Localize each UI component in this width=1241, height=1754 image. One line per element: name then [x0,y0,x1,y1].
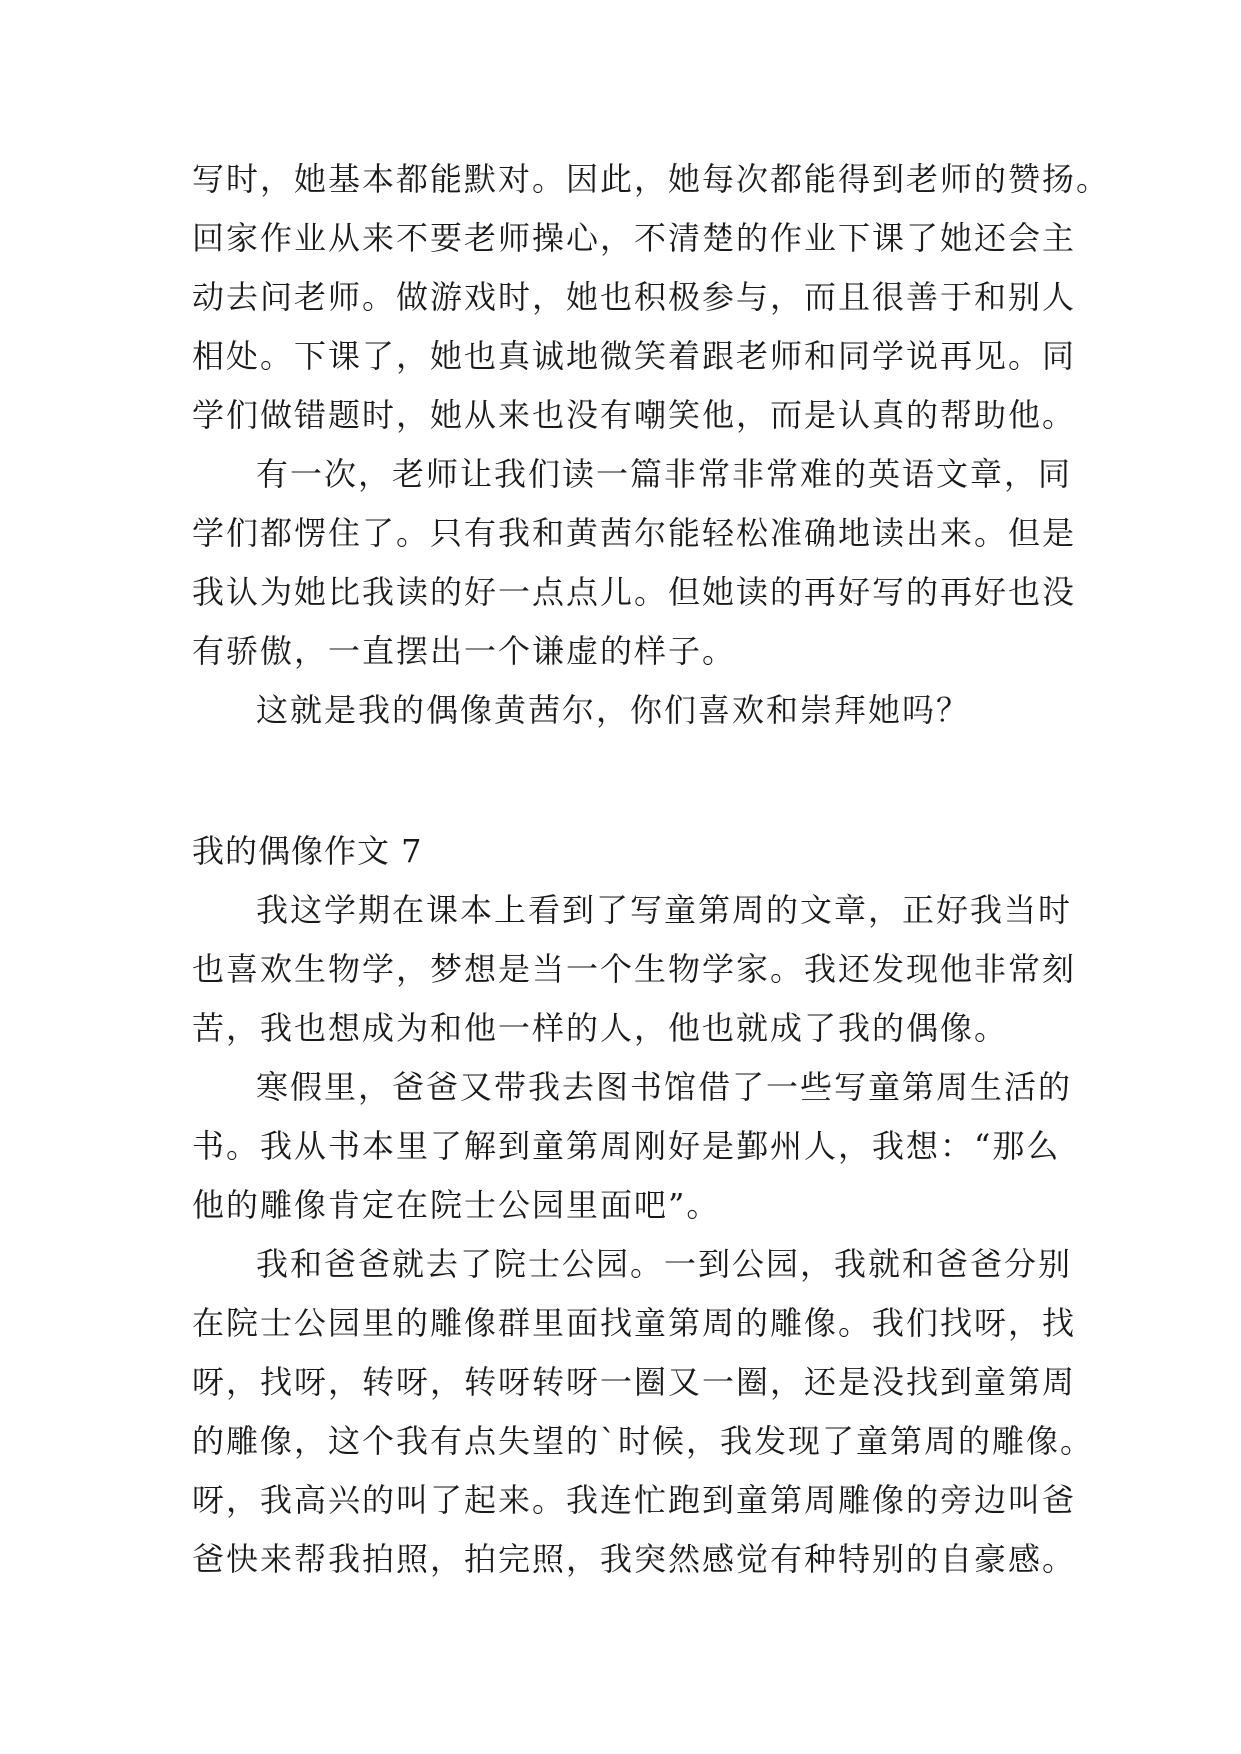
section-title: 我的偶像作文 7 [192,832,423,870]
text-line: 学们做错题时，她从来也没有嘲笑他，而是认真的帮助他。 [192,396,1077,434]
text-line: 我这学期在课本上看到了写童第周的文章，正好我当时 [256,891,1073,929]
text-line: 这就是我的偶像黄茜尔，你们喜欢和崇拜她吗？ [256,691,971,729]
text-line: 苦，我也想成为和他一样的人，他也就成了我的偶像。 [192,1009,1009,1047]
text-line: 相处。下课了，她也真诚地微笑着跟老师和同学说再见。同 [192,337,1077,375]
text-line: 我认为她比我读的好一点点儿。但她读的再好写的再好也没 [192,573,1077,611]
text-line: 的雕像，这个我有点失望的`时候，我发现了童第周的雕像。 [192,1422,1095,1460]
paragraph-continued [192,150,1111,445]
section-gap [192,740,1072,822]
text-line: 动去问老师。做游戏时，她也积极参与，而且很善于和别人 [192,278,1077,316]
text-line: 有一次，老师让我们读一篇非常非常难的英语文章，同 [256,455,1073,493]
paragraph [192,1235,1095,1589]
paragraph [192,1058,1072,1235]
paragraph [192,681,1072,740]
text-line: 呀，我高兴的叫了起来。我连忙跑到童第周雕像的旁边叫爸 [192,1481,1077,1519]
paragraph [192,881,1077,1058]
text-line: 我和爸爸就去了院士公园。一到公园，我就和爸爸分别 [256,1245,1073,1283]
text-line: 写时，她基本都能默对。因此，她每次都能得到老师的赞扬。 [192,160,1111,198]
text-line: 他的雕像肯定在院士公园里面吧”。 [192,1186,721,1224]
text-line: 在院士公园里的雕像群里面找童第周的雕像。我们找呀，找 [192,1304,1077,1342]
text-line: 书。我从书本里了解到童第周刚好是鄞州人，我想：“那么 [192,1127,1061,1165]
text-line: 寒假里，爸爸又带我去图书馆借了一些写童第周生活的 [256,1068,1073,1106]
text-line: 呀，找呀，转呀，转呀转呀一圈又一圈，还是没找到童第周 [192,1363,1077,1401]
text-line: 也喜欢生物学，梦想是当一个生物学家。我还发现他非常刻 [192,950,1077,988]
text-line: 有骄傲，一直摆出一个谦虚的样子。 [192,632,737,670]
text-line: 学们都愣住了。只有我和黄茜尔能轻松准确地读出来。但是 [192,514,1077,552]
text-line: 回家作业从来不要老师操心，不清楚的作业下课了她还会主 [192,219,1077,257]
paragraph [192,445,1077,681]
document-page [192,150,1111,1589]
text-line: 爸快来帮我拍照，拍完照，我突然感觉有种特别的自豪感。 [192,1540,1077,1578]
